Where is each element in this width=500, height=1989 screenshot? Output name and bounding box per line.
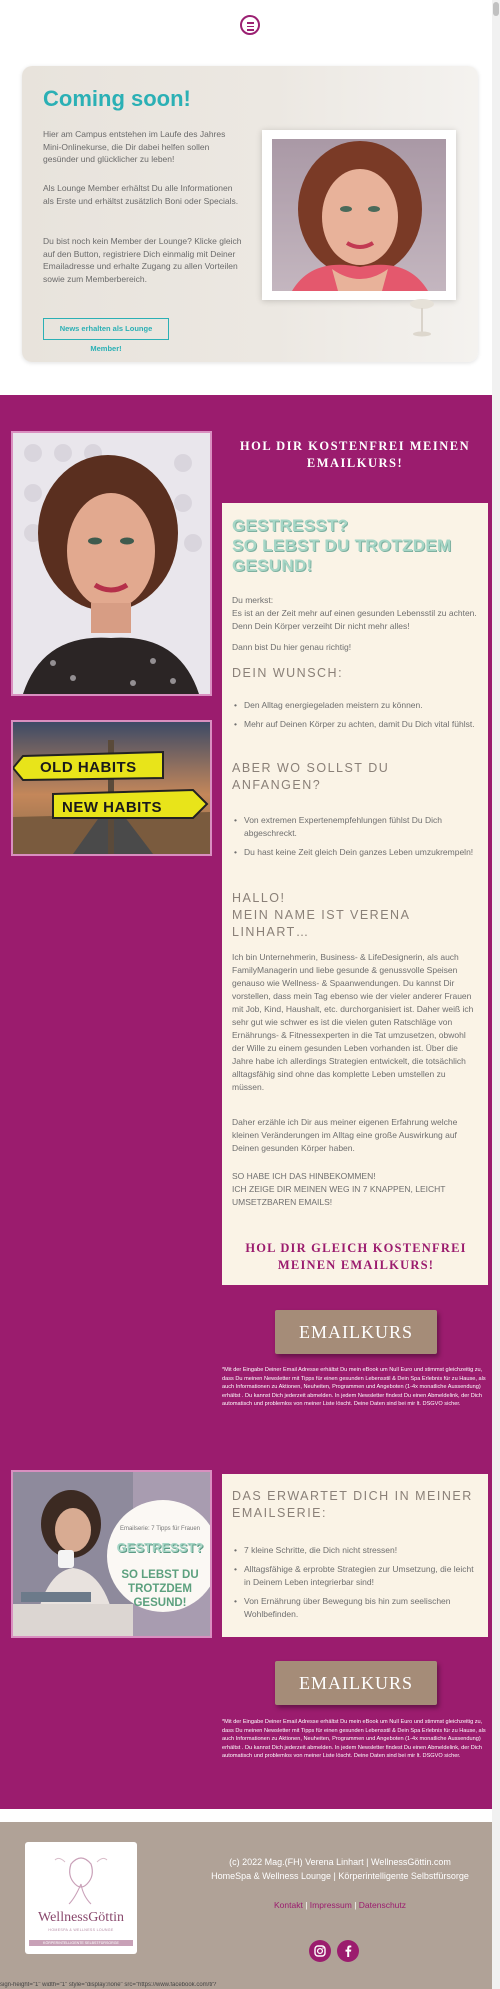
list-item: • Du hast keine Zeit gleich Dein ganzes Leben umzukrempeln! bbox=[232, 846, 480, 859]
footer-link-impressum[interactable]: Impressum bbox=[309, 1900, 352, 1910]
fineprint-text-2: *Mit der Eingabe Deiner Email Adresse erhältst Du mein eBook um Null Euro und stimmst gleichzeitig zu, dass Du meinen Newsletter mit Tipps für einen gesunden Lebensstil & Dein Spa Erlebnis für zu Hause, als auch Informationen zu Aktionen, Neuheiten, Programmen und Angeboten (1-4x monatliche Aussendung) erhältst . Du kannst Dich jederzeit abmelden. In jedem Newsletter findest Du einen Abmeldelink, der Dich automatisch und problemlos von meiner Liste löscht. Deine Daten sind bei mir lt. DSGVO sicher. bbox=[222, 1719, 486, 1759]
emailkurs-button-2[interactable]: EMAILKURS bbox=[275, 1661, 437, 1705]
hello-heading: HALLO! MEIN NAME IST VERENA LINHART… bbox=[232, 891, 410, 939]
list-item: • Mehr auf Deinen Körper zu achten, damit Du Dich vital fühlst. bbox=[232, 718, 480, 731]
footer-link-kontakt[interactable]: Kontakt bbox=[273, 1900, 303, 1910]
wish-heading: DEIN WUNSCH: bbox=[232, 666, 344, 680]
gestresst-title: GESTRESST? SO LEBST DU TROTZDEM GESUND! bbox=[232, 516, 452, 575]
caps-text: SO HABE ICH DAS HINBEKOMMEN! ICH ZEIGE DIR MEINEN WEG IN 7 KNAPPEN, LEICHT UMSETZBAREN EMAILS! bbox=[232, 1171, 446, 1207]
coming-soon-text-3: Du bist noch kein Member der Lounge? Klicke gleich auf den Button, registriere Dich einmalig mit Deiner Emailadresse und erhalte Zugang zu allen Vorteilen sowie zum Memberbereich. bbox=[43, 236, 242, 284]
portrait-photo-frame bbox=[262, 130, 456, 300]
list-item: • 7 kleine Schritte, die Dich nicht stressen! bbox=[232, 1544, 480, 1557]
scrollbar[interactable] bbox=[492, 0, 500, 1989]
list-item: • Den Alltag energiegeladen meistern zu können. bbox=[232, 699, 480, 712]
intro-text: Du merkst: Es ist an der Zeit mehr auf einen gesunden Lebensstil zu achten. Denn Dein Körper verzeiht Dir nicht mehr alles! bbox=[232, 595, 477, 631]
emailserie-heading: DAS ERWARTET DICH IN MEINER EMAILSERIE: bbox=[232, 1489, 473, 1520]
status-bar-url: sign-height="1" width="1" style="display:none" src="https://www.facebook.com/tr? bbox=[0, 1982, 217, 1988]
emailkurs-cta-headline: HOL DIR GLEICH KOSTENFREI MEINEN EMAILKURS! bbox=[245, 1241, 467, 1272]
about-text-2: Daher erzähle ich Dir aus meiner eigenen Erfahrung welche kleinen Veränderungen im Alltag eine große Auswirkung auf Deinen gesunden Körper haben. bbox=[232, 1117, 458, 1153]
lounge-member-button[interactable]: News erhalten als Lounge Member! bbox=[43, 318, 169, 340]
logo-tagline: KÖRPERINTELLIGENTE SELBSTFÜRSORGE bbox=[29, 1940, 133, 1946]
emailserie-image-title2: SO LEBST DU TROTZDEM GESUND! bbox=[121, 1569, 199, 1609]
portrait-photo bbox=[272, 139, 446, 291]
footer-tagline: HomeSpa & Wellness Lounge | Körperintelligente Selbstfürsorge bbox=[211, 1871, 469, 1881]
footer-link-datenschutz[interactable]: Datenschutz bbox=[358, 1900, 407, 1910]
start-heading: ABER WO SOLLST DU ANFANGEN? bbox=[232, 761, 390, 792]
emailserie-list bbox=[232, 1544, 480, 1621]
list-item: • Alltagsfähige & erprobte Strategien zur Umsetzung, die leicht in Deinem Leben integrierbar sind! bbox=[232, 1563, 480, 1589]
portrait-photo-large bbox=[11, 431, 212, 696]
old-habits-text: OLD HABITS bbox=[40, 759, 137, 776]
about-text: Ich bin Unternehmerin, Business- & LifeDesignerin, als auch FamilyManagerin und liebe gesunde & genussvolle Speisen genauso wie Wellness- & Spaanwendungen. Du kannst Dir vorstellen, dass mein Tag ebenso wie der vieler anderer Frauen mit Job, Kind, Haushalt, etc. durchorganisiert ist. Daher weiß ich sehr gut wie schwer es ist die vielen guten Ratschläge von Ernährungs- & Fitnessexperten in die Tat umzusetzen, obwohl der Wille zu einem gesunden Leben vorhanden ist. Über die Jahre habe ich allerdings Strategien entwickelt, die totsächlich alltagsfähig sind ohne das komplette Leben umstellen zu müssen. bbox=[232, 952, 474, 1092]
emailserie-image-label: Emailserie: 7 Tipps für Frauen bbox=[119, 1526, 201, 1532]
instagram-icon[interactable] bbox=[309, 1940, 331, 1962]
habits-image bbox=[11, 720, 212, 856]
coming-soon-text-2: Als Lounge Member erhältst Du alle Informationen als Erste und erhältst zusätzlich Boni oder Specials. bbox=[43, 183, 239, 206]
start-list bbox=[232, 814, 480, 859]
footer-copyright: (c) 2022 Mag.(FH) Verena Linhart | WellnessGöttin.com bbox=[229, 1857, 451, 1867]
list-item: • Von Ernährung über Bewegung bis hin zum seelischen Wohlbefinden. bbox=[232, 1595, 480, 1621]
emailkurs-button[interactable]: EMAILKURS bbox=[275, 1310, 437, 1354]
lamp-decoration bbox=[405, 298, 439, 338]
new-habits-text: NEW HABITS bbox=[62, 799, 162, 816]
wish-list bbox=[232, 699, 480, 731]
emailserie-image-title1: GESTRESST? bbox=[116, 1540, 204, 1555]
intro-text-2: Dann bist Du hier genau richtig! bbox=[232, 642, 352, 652]
logo-goddess-icon bbox=[25, 1842, 137, 1954]
wellnessgoettin-logo[interactable] bbox=[25, 1842, 137, 1954]
fineprint-text: *Mit der Eingabe Deiner Email Adresse erhältst Du mein eBook um Null Euro und stimmst gleichzeitig zu, dass Du meinen Newsletter mit Tipps für einen gesunden Lebensstil & Dein Spa Erlebnis für zu Hause, als auch Informationen zu Aktionen, Neuheiten, Programmen und Angeboten (1-4x monatliche Aussendung) erhältst . Du kannst Dich jederzeit abmelden. In jedem Newsletter findest Du einen Abmeldelink, der Dich automatisch und problemlos von meiner Liste löscht. Deine Daten sind bei mir lt. DSGVO sicher. bbox=[222, 1367, 486, 1407]
coming-soon-title: Coming soon! bbox=[43, 86, 191, 111]
scrollbar-thumb[interactable] bbox=[493, 2, 499, 16]
logo-text: WellnessGöttin bbox=[38, 1910, 124, 1925]
hamburger-menu-icon[interactable] bbox=[240, 15, 260, 35]
logo-subtitle: HOMESPA & WELLNESS LOUNGE bbox=[48, 1928, 114, 1932]
facebook-icon[interactable] bbox=[337, 1940, 359, 1962]
coming-soon-text-1: Hier am Campus entstehen im Laufe des Jahres Mini-Onlinekurse, die Dir dabei helfen sollen gesünder und glücklicher zu leben! bbox=[43, 129, 226, 164]
emailkurs-headline: HOL DIR KOSTENFREI MEINEN EMAILKURS! bbox=[239, 439, 471, 470]
list-item: • Von extremen Expertenempfehlungen fühlst Du Dich abgeschreckt. bbox=[232, 814, 480, 840]
footer-divider bbox=[0, 1810, 500, 1822]
footer-links: Kontakt | Impressum | Datenschutz bbox=[273, 1900, 407, 1910]
